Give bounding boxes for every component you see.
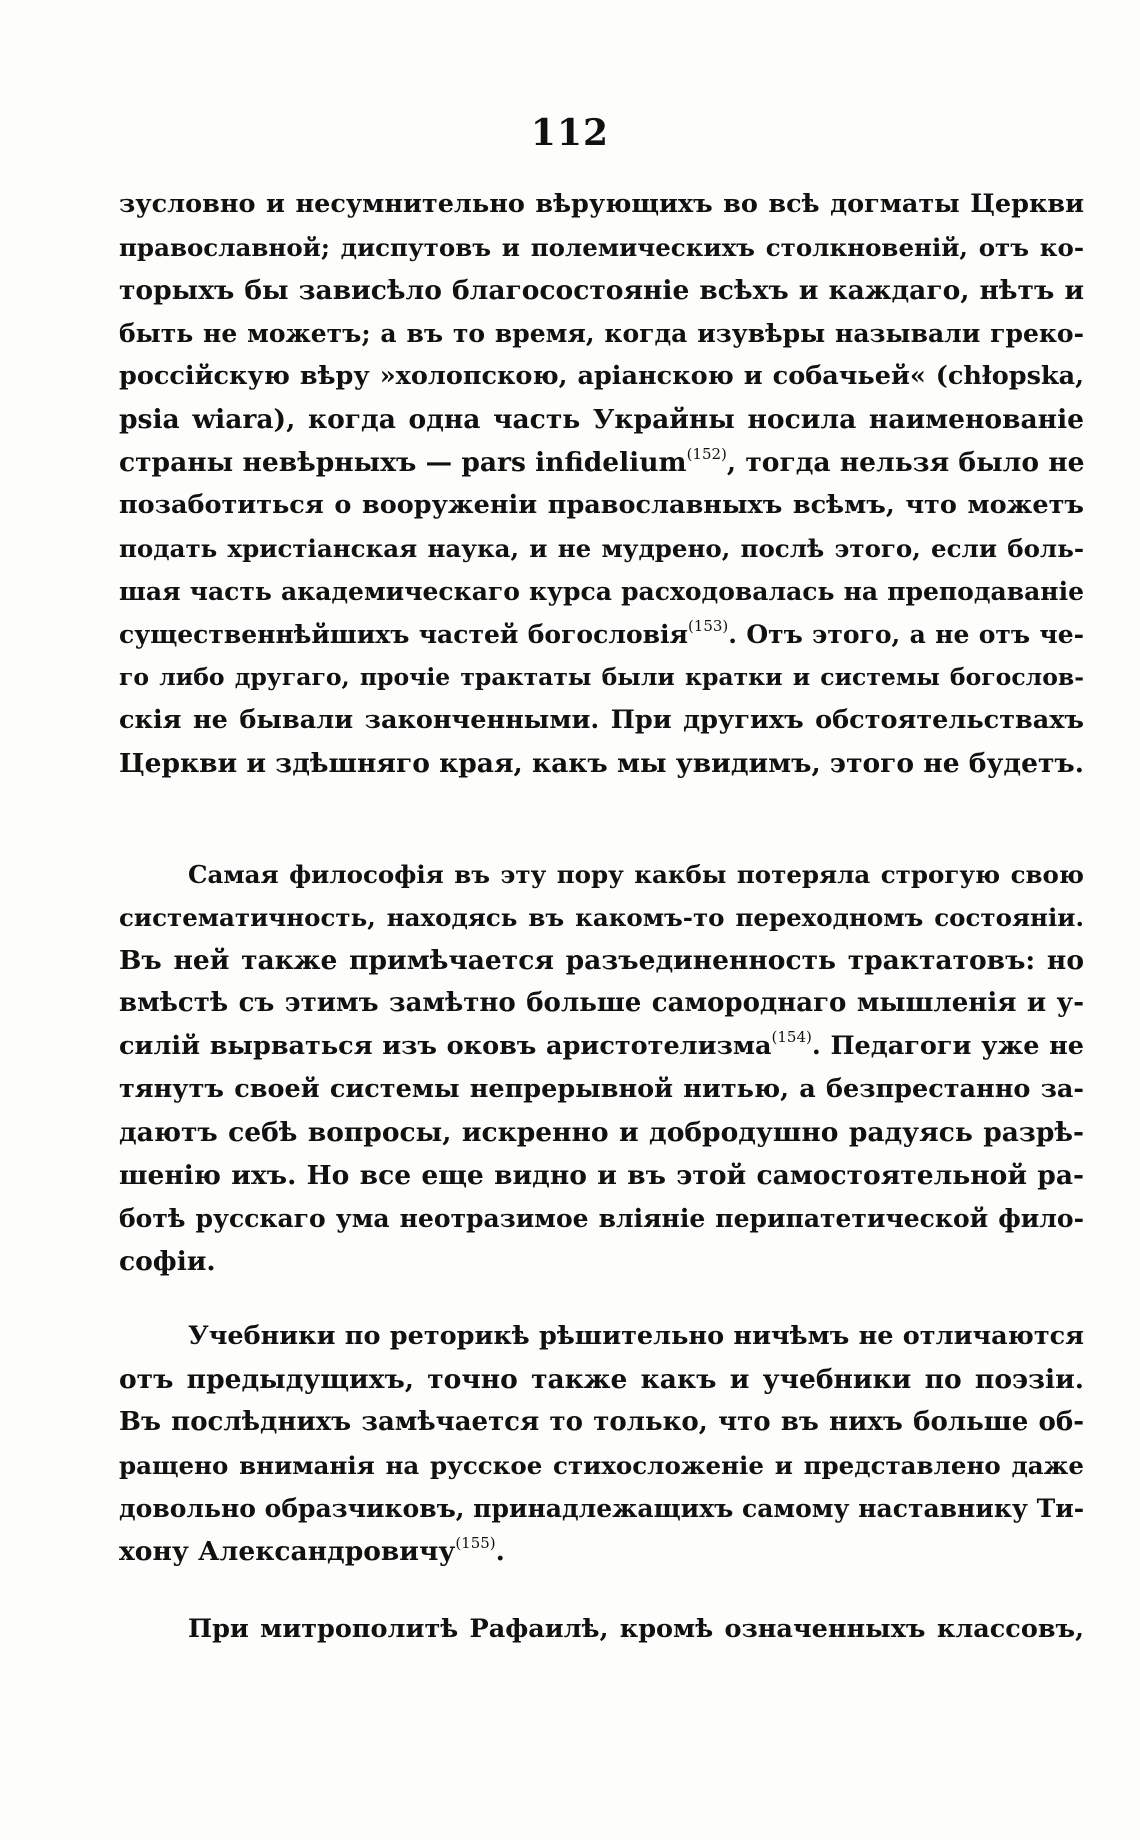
page-number: 112	[530, 112, 610, 154]
text-line: зусловно и несумнительно вѣрующихъ во всѣ догматы Церкви	[119, 189, 1084, 219]
text-line: быть не можетъ; а въ то время, когда изувѣры называли греко-	[119, 319, 1084, 348]
text-line: отъ предыдущихъ, точно также какъ и учебники по поэзіи.	[119, 1364, 1084, 1395]
text-line: вмѣстѣ съ этимъ замѣтно больше самороднаго мышленія и у-	[119, 988, 1084, 1018]
text-line: довольно образчиковъ, принадлежащихъ самому наставнику Ти-	[119, 1494, 1084, 1523]
paragraph-2	[119, 853, 1084, 1283]
text-line: православной; диспутовъ и полемическихъ столкновеній, отъ ко-	[119, 233, 1084, 262]
text-line	[119, 1530, 1084, 1573]
text-line: psia wiara), когда одна часть Украйны носила наименованіе	[119, 404, 1084, 435]
footnote-ref: (155)	[455, 1534, 496, 1552]
text-line: ботѣ русскаго ума неотразимое вліяніе перипатетической фило-	[119, 1204, 1084, 1233]
text-segment: существеннѣйшихъ частей богословія	[119, 620, 688, 649]
text-line: шенію ихъ. Но все еще видно и въ этой самостоятельной ра-	[119, 1160, 1084, 1191]
text-line: Въ ней также примѣчается разъединенность трактатовъ: но	[119, 945, 1084, 976]
text-line: позаботиться о вооруженіи православныхъ всѣмъ, что можетъ	[119, 490, 1084, 520]
text-line: Въ послѣднихъ замѣчается то только, что въ нихъ больше об-	[119, 1407, 1084, 1437]
text-line: ращено вниманія на русское стихосложеніе и представлено даже	[119, 1451, 1084, 1480]
text-line: шая часть академическаго курса расходовалась на преподаваніе	[119, 577, 1084, 606]
text-line: подать христіанская наука, и не мудрено, послѣ этого, если боль-	[119, 534, 1084, 563]
text-line: го либо другаго, прочіе трактаты были кратки и системы богослов-	[119, 663, 1084, 691]
text-segment: хону Александровичу	[119, 1536, 456, 1567]
text-line: даютъ себѣ вопросы, искренно и добродушно радуясь разрѣ-	[119, 1117, 1084, 1148]
paragraph-1	[119, 183, 1084, 785]
text-line: Учебники по реторикѣ рѣшительно ничѣмъ не отличаются	[188, 1321, 1084, 1351]
text-segment: страны невѣрныхъ — pars infidelium	[119, 447, 687, 478]
paragraph-4	[119, 1608, 1084, 1651]
text-segment: , тогда нельзя было не	[726, 447, 1084, 478]
text-line: При митрополитѣ Рафаилѣ, кромѣ означенныхъ классовъ,	[188, 1614, 1084, 1644]
text-segment: . Отъ этого, а не отъ че-	[728, 620, 1084, 649]
text-line	[119, 441, 1084, 484]
text-line	[119, 1025, 1084, 1068]
text-line: Церкви и здѣшняго края, какъ мы увидимъ, этого не будетъ.	[119, 748, 1084, 779]
text-segment: силій вырваться изъ оковъ аристотелизма	[119, 1031, 772, 1061]
text-line: россійскую вѣру »холопскою, аріанскою и собачьей« (chłopska,	[119, 361, 1084, 391]
paragraph-3	[119, 1315, 1084, 1573]
text-segment: .	[495, 1536, 505, 1567]
footnote-ref: (152)	[686, 445, 727, 463]
text-line: торыхъ бы зависѣло благосостояніе всѣхъ и каждаго, нѣтъ и	[119, 275, 1084, 306]
footnote-ref: (153)	[687, 617, 729, 635]
text-line: систематичность, находясь въ какомъ-то переходномъ состояніи.	[119, 903, 1084, 932]
text-line: тянутъ своей системы непрерывной нитью, а безпрестанно за-	[119, 1074, 1084, 1104]
text-segment: . Педагоги уже не	[811, 1031, 1084, 1061]
text-line: Самая философія въ эту пору какбы потеряла строгую свою	[188, 860, 1084, 889]
footnote-ref: (154)	[771, 1028, 812, 1046]
text-line: скія не бывали законченными. При другихъ обстоятельствахъ	[119, 705, 1084, 735]
text-line	[119, 613, 1084, 656]
text-line: софіи.	[119, 1246, 216, 1277]
